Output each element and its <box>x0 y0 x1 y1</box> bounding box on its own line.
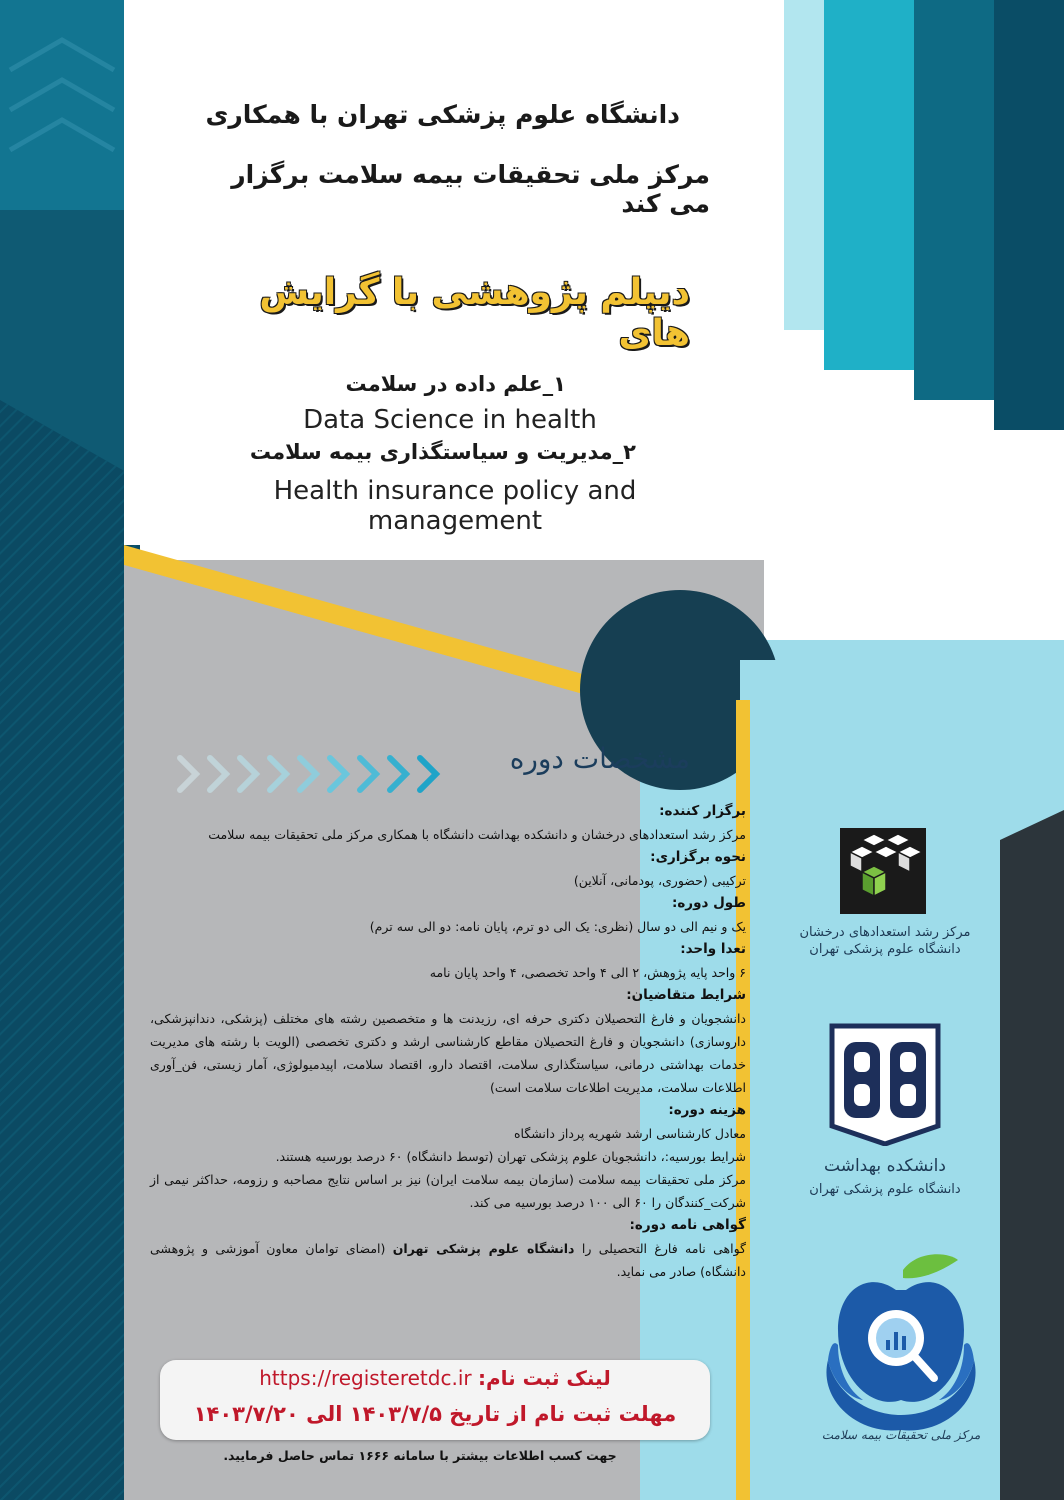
registration-link[interactable]: https://registeretdc.ir <box>259 1366 472 1390</box>
school-of-health-name: دانشکده بهداشت <box>824 1156 946 1176</box>
talent-center-line2: دانشگاه علوم پزشکی تهران <box>809 942 961 957</box>
certificate-text <box>150 1237 746 1283</box>
cost-text-3: مرکز ملی تحقیقات بیمه سلامت (سازمان بیمه سلامت ایران) نیز بر اساس نتایج مصاحبه و رزومه، حداکثر نیمی از شرکت_کنندگان را ۶۰ الی ۱۰۰ درصد بورسیه می کند. <box>150 1172 746 1210</box>
registration-box <box>160 1360 710 1440</box>
mode-text: ترکیبی (حضوری، پودمانی، آنلاین) <box>573 873 746 888</box>
organizer-heading-line2: مرکز ملی تحقیقات بیمه سلامت برگزار می کند <box>231 160 710 218</box>
track1-english: Data Science in health <box>303 405 597 435</box>
specs-title: مشخصات دوره <box>509 742 690 775</box>
units-label: تعدا واحد: <box>680 941 746 957</box>
track2-english: Health insurance policy and management <box>273 476 637 536</box>
organizer-label: برگزار کننده: <box>659 803 746 819</box>
units-text: ۶ واحد پایه پژوهش، ۲ الی ۴ واحد تخصصی، ۴ واحد پایان نامه <box>429 965 746 980</box>
certificate-label: گواهی نامه دوره: <box>629 1217 746 1233</box>
talent-center-line1: مرکز رشد استعدادهای درخشان <box>799 925 971 940</box>
certificate-text-c: (امضای توامان معاون آموزشی و پژوهشی دانشگاه) صادر می نماید. <box>150 1241 746 1279</box>
specs-list <box>150 800 746 1283</box>
certificate-text-a: گواهی نامه فارغ التحصیلی را <box>574 1241 747 1256</box>
eligibility-text: دانشجویان و فارغ التحصیلان دکتری حرفه ای، رزیدنت ها و متخصصین رشته های مختلف (پزشکی، دندانپزشکی، داروسازی) دانشجویان و فارغ التحصیلان مقاطع کارشناسی ارشد و دکتری تخصصی (الویت با رشته های مدیریت خدمات بهداشتی درمانی، سیاستگذاری سلامت، اقتصاد دارو، اقتصاد سلامت، اپیدمیولوژی، آمار زیستی، فن_آوری اطلاعات سلامت، مدیریت اطلاعات سلامت است) <box>150 1011 746 1095</box>
organizer-heading-line1: دانشگاه علوم پزشکی تهران با همکاری <box>205 100 680 129</box>
diploma-title-wrap <box>220 272 690 354</box>
certificate-university: دانشگاه علوم پزشکی تهران <box>392 1241 575 1256</box>
left-diagonal-pattern <box>0 340 140 1500</box>
registration-link-label: لینک ثبت نام: <box>477 1366 611 1390</box>
track2-persian: ۲_مدیریت و سیاستگذاری بیمه سلامت <box>249 440 636 464</box>
talent-center-caption <box>780 924 990 958</box>
registration-link-line <box>180 1366 690 1390</box>
registration-deadline: مهلت ثبت نام از تاریخ ۱۴۰۳/۷/۵ الی ۱۴۰۳/۷/۲۰ <box>193 1402 677 1426</box>
school-of-health-university: دانشگاه علوم پزشکی تهران <box>809 1182 961 1197</box>
cost-text-1: معادل کارشناسی ارشد شهریه پرداز دانشگاه <box>513 1126 746 1141</box>
mode-label: نحوه برگزاری: <box>650 849 746 865</box>
duration-text: یک و نیم الی دو سال (نظری: یک الی دو ترم، پایان نامه: دو الی سه ترم) <box>369 919 746 934</box>
talent-center-logo-icon <box>840 828 926 914</box>
research-center-caption: مرکز ملی تحقیقات بیمه سلامت <box>821 1428 981 1442</box>
track1-persian: ۱_علم داده در سلامت <box>345 372 566 396</box>
eligibility-label: شرایط متقاضیان: <box>626 987 746 1003</box>
cost-text-2: شرایط بورسیه:، دانشجویان علوم پزشکی تهران (توسط دانشگاه) ۶۰ درصد بورسیه هستند. <box>275 1149 746 1164</box>
duration-label: طول دوره: <box>671 895 746 911</box>
chevron-arrows-icon <box>160 752 460 796</box>
contact-footer: جهت کسب اطلاعات بیشتر با سامانه ۱۶۶۶ تماس حاصل فرمایید. <box>223 1448 617 1463</box>
right-stripes <box>764 0 1064 430</box>
left-arrow-pattern <box>0 0 124 200</box>
diploma-title: دیپلم پژوهشی با گرایش های <box>259 272 690 354</box>
cost-label: هزینه دوره: <box>668 1102 746 1118</box>
school-of-health-logo-icon <box>826 1022 944 1146</box>
organizer-text: مرکز رشد استعدادهای درخشان و دانشکده بهداشت دانشگاه با همکاری مرکز ملی تحقیقات بیمه سلامت <box>208 827 746 842</box>
